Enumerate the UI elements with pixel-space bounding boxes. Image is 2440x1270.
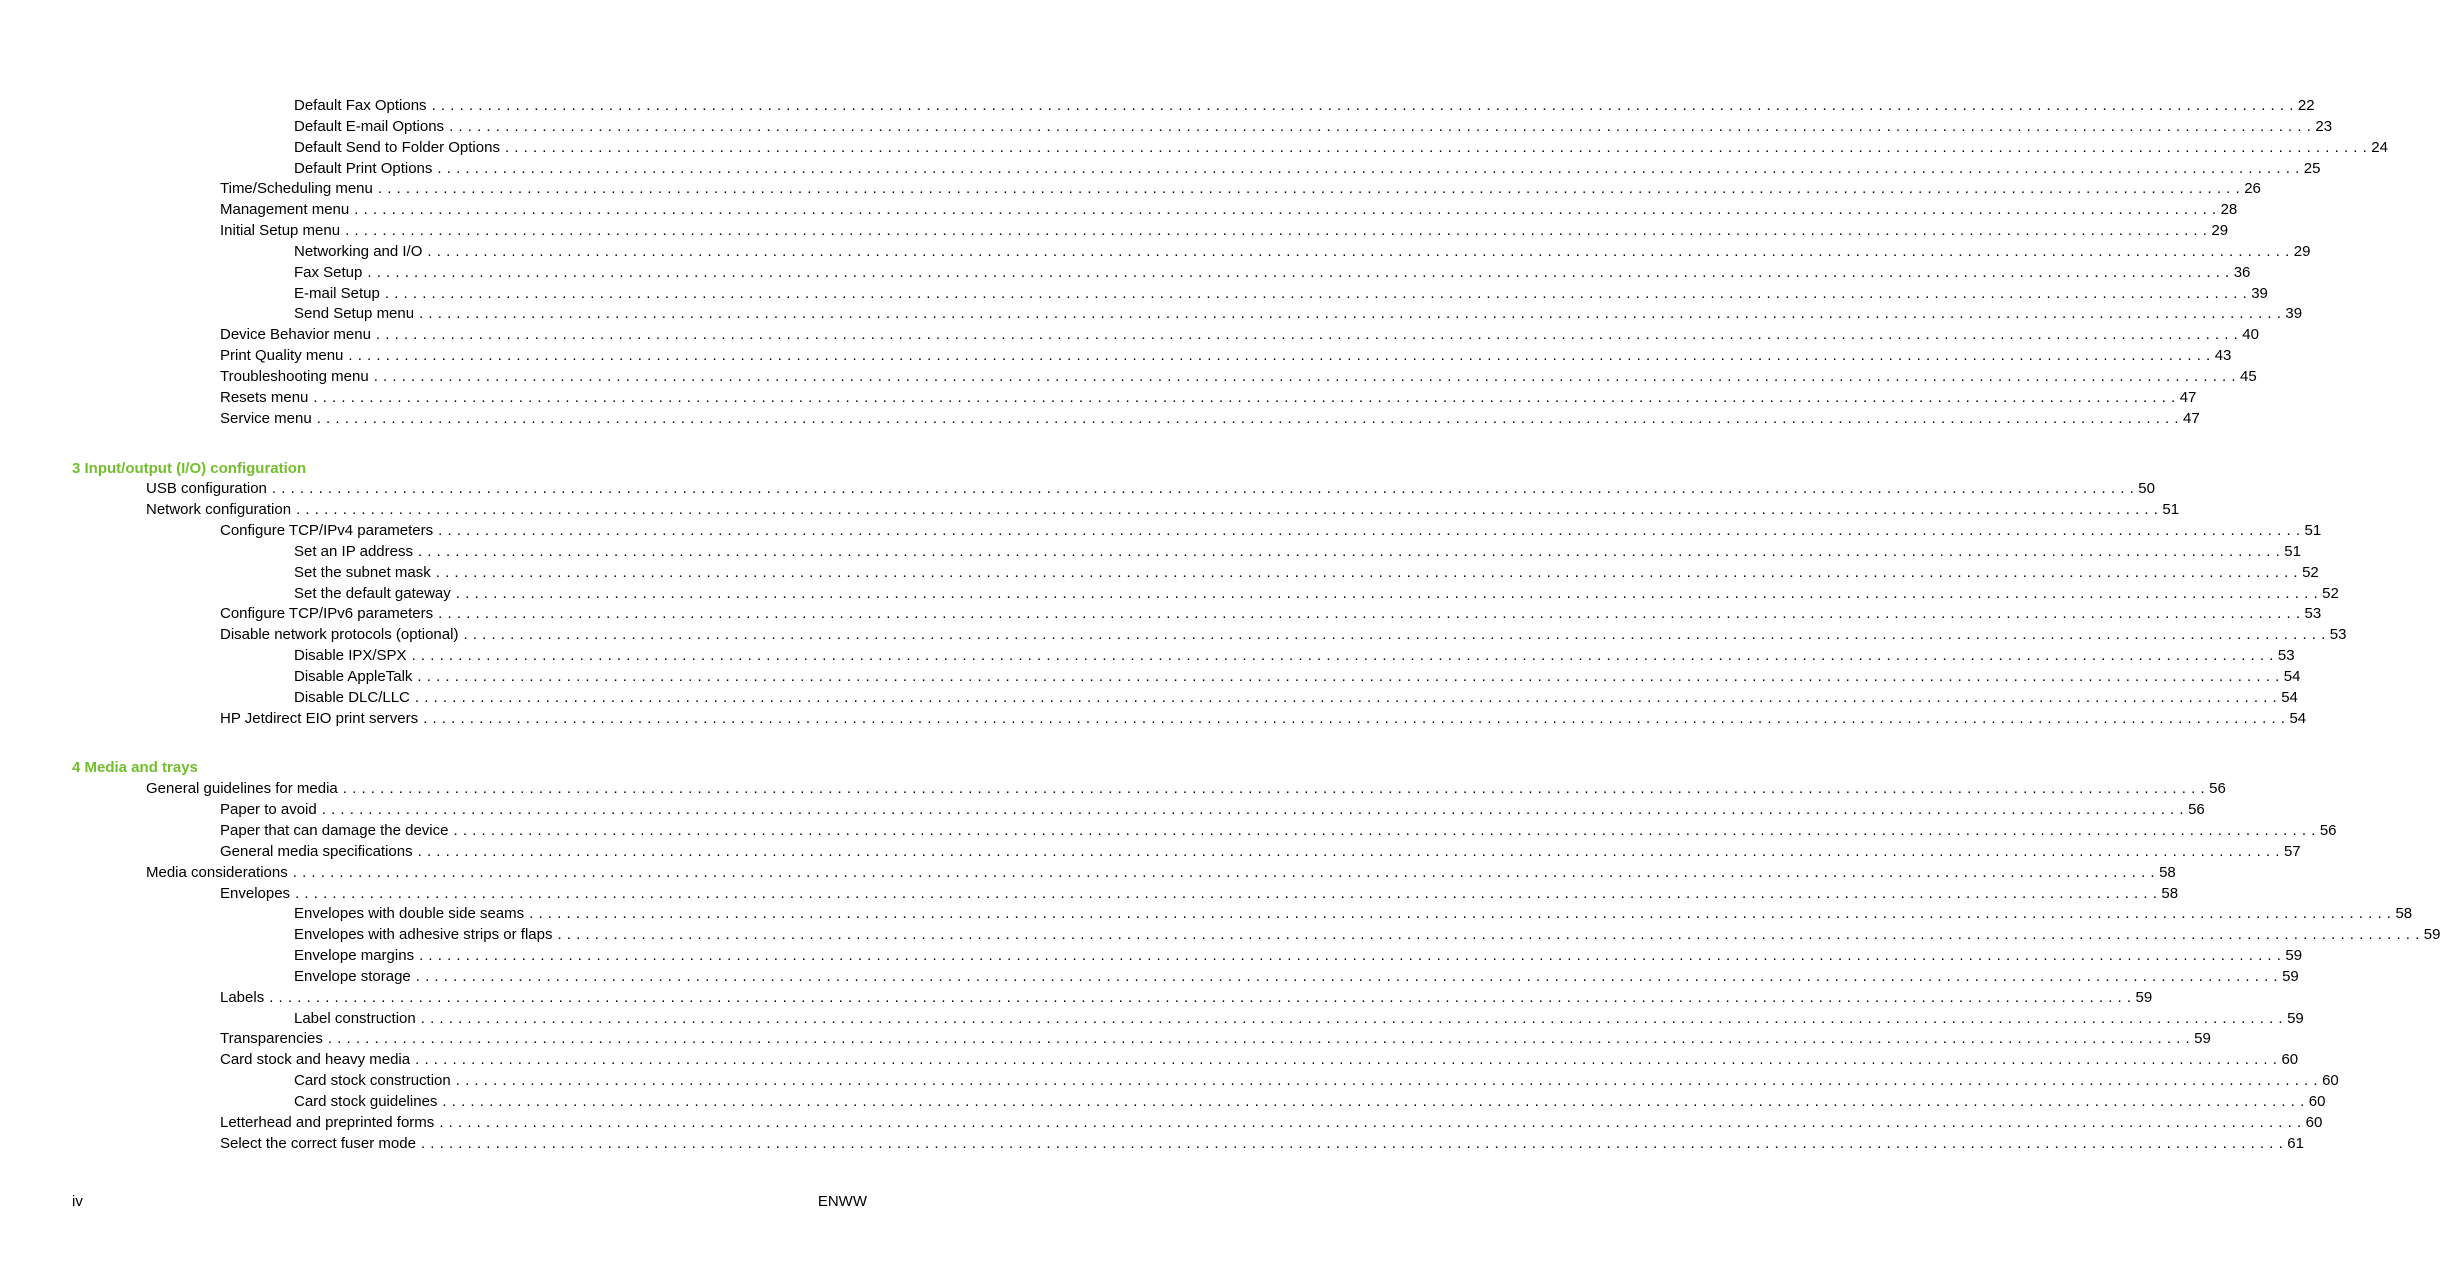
dot-leader: . . . . . . . . . . . . . . . . . . . . . . . . . . . . . . . . . . . . . . . . . . . . . . . . . . . . . . . . . . . . . . . . . . . . . . . . . . . . . . . . . . . . . . . . . . . . . . . . . . . . . . . . . . . . . . . . . . . . . . . . . . . . . . . . . . . . . . . . . . . . . . . . . . . . . . . . . . . . . . . . . . . . . . . . . . . . . . . . . . . . . . . . . . . . . . . . . . . . . . . .: [417, 842, 2280, 860]
toc-entry-page: 43: [2214, 347, 2232, 365]
toc-row: [0, 263, 2251, 284]
toc-entry-title: Card stock guidelines: [294, 1092, 442, 1113]
toc-entry-title: Default Send to Folder Options: [294, 138, 505, 159]
toc-row: [0, 542, 2301, 563]
toc-entry[interactable]: [294, 284, 2268, 305]
toc-entry-page: 28: [2220, 201, 2238, 219]
toc-entry-page: 50: [2138, 480, 2155, 498]
toc-entry[interactable]: [294, 138, 2388, 159]
toc-entry[interactable]: [220, 325, 2259, 346]
toc-entry[interactable]: [220, 604, 2322, 625]
toc-entry-title: Card stock construction: [294, 1071, 456, 1092]
dot-leader: . . . . . . . . . . . . . . . . . . . . . . . . . . . . . . . . . . . . . . . . . . . . . . . . . . . . . . . . . . . . . . . . . . . . . . . . . . . . . . . . . . . . . . . . . . . . . . . . . . . . . . . . . . . . . . . . . . . . . . . . . . . . . . . . . . . . . . . . . . . . . . . . . . . . . . . . . . . . . . . . . . . . . . . . . . . . . . . . . . . . . . . . . . . . . . . . . . . . . . . .: [269, 988, 2132, 1006]
toc-entry-page: 54: [2281, 688, 2298, 706]
toc-row: [0, 242, 2311, 263]
toc-entry-page: 54: [2289, 709, 2307, 727]
toc-entry-title: Card stock and heavy media: [220, 1050, 415, 1071]
toc-entry-title: Device Behavior menu: [220, 325, 376, 346]
dot-leader: . . . . . . . . . . . . . . . . . . . . . . . . . . . . . . . . . . . . . . . . . . . . . . . . . . . . . . . . . . . . . . . . . . . . . . . . . . . . . . . . . . . . . . . . . . . . . . . . . . . . . . . . . . . . . . . . . . . . . . . . . . . . . . . . . . . . . . . . . . . . . . . . . . . . . . . . . . . . . . . . . . . . . . . . . . . . . . . . . . . . . . . . . . . . . . . . . . . . . . . .: [529, 905, 2392, 923]
toc-entry-title: Networking and I/O: [294, 242, 427, 263]
toc-entry-title: Network configuration: [146, 500, 296, 521]
toc-entry-title: Envelope storage: [294, 967, 416, 988]
toc-entry[interactable]: [220, 988, 2153, 1009]
toc-entry[interactable]: [294, 304, 2303, 325]
toc-entry[interactable]: [146, 500, 2180, 521]
toc-entry[interactable]: [294, 967, 2299, 988]
dot-leader: . . . . . . . . . . . . . . . . . . . . . . . . . . . . . . . . . . . . . . . . . . . . . . . . . . . . . . . . . . . . . . . . . . . . . . . . . . . . . . . . . . . . . . . . . . . . . . . . . . . . . . . . . . . . . . . . . . . . . . . . . . . . . . . . . . . . . . . . . . . . . . . . . . . . . . . . . . . . . . . . . . . . . . . . . . . . . . . . . . . . . . . . . . . . . . . . . . . . . . . .: [414, 688, 2278, 706]
dot-leader: . . . . . . . . . . . . . . . . . . . . . . . . . . . . . . . . . . . . . . . . . . . . . . . . . . . . . . . . . . . . . . . . . . . . . . . . . . . . . . . . . . . . . . . . . . . . . . . . . . . . . . . . . . . . . . . . . . . . . . . . . . . . . . . . . . . . . . . . . . . . . . . . . . . . . . . . . . . . . . . . . . . . . . . . . . . . . . . . . . . . . . . . . . . . . . . . . . . . . . . .: [327, 1030, 2191, 1048]
toc-row: [0, 584, 2339, 605]
toc-row: [0, 479, 2155, 500]
toc-row: [0, 646, 2295, 667]
toc-entry-title: Envelopes with double side seams: [294, 904, 529, 925]
toc-entry[interactable]: [220, 884, 2179, 905]
toc-entry-title: General guidelines for media: [146, 779, 343, 800]
toc-row: [0, 1071, 2339, 1092]
table-of-contents: [0, 96, 2440, 1155]
toc-entry-title: Set the subnet mask: [294, 563, 436, 584]
dot-leader: . . . . . . . . . . . . . . . . . . . . . . . . . . . . . . . . . . . . . . . . . . . . . . . . . . . . . . . . . . . . . . . . . . . . . . . . . . . . . . . . . . . . . . . . . . . . . . . . . . . . . . . . . . . . . . . . . . . . . . . . . . . . . . . . . . . . . . . . . . . . . . . . . . . . . . . . . . . . . . . . . . . . . . . . . . . . . . . . . . . . . . . . . . . . . . . . . . . . . . . .: [377, 180, 2241, 198]
toc-entry-title: Disable IPX/SPX: [294, 646, 412, 667]
toc-entry[interactable]: [220, 200, 2238, 221]
toc-entry[interactable]: [220, 1029, 2211, 1050]
toc-entry-title: Disable AppleTalk: [294, 667, 417, 688]
toc-entry-page: 59: [2287, 1009, 2304, 1027]
dot-leader: . . . . . . . . . . . . . . . . . . . . . . . . . . . . . . . . . . . . . . . . . . . . . . . . . . . . . . . . . . . . . . . . . . . . . . . . . . . . . . . . . . . . . . . . . . . . . . . . . . . . . . . . . . . . . . . . . . . . . . . . . . . . . . . . . . . . . . . . . . . . . . . . . . . . . . . . . . . . . . . . . . . . . . . . . . . . . . . . . . . . . . . . . . . . . . . . . . . . . . . .: [420, 1009, 2284, 1027]
dot-leader: . . . . . . . . . . . . . . . . . . . . . . . . . . . . . . . . . . . . . . . . . . . . . . . . . . . . . . . . . . . . . . . . . . . . . . . . . . . . . . . . . . . . . . . . . . . . . . . . . . . . . . . . . . . . . . . . . . . . . . . . . . . . . . . . . . . . . . . . . . . . . . . . . . . . . . . . . . . . . . . . . . . . . . . . . . . . . . . . . . . . . . . . . . . . . . . . . . . . . . . .: [557, 926, 2420, 944]
toc-row: [0, 1050, 2299, 1071]
toc-entry[interactable]: [294, 1092, 2326, 1113]
toc-entry-page: 53: [2304, 605, 2322, 623]
toc-entry-title: Print Quality menu: [220, 346, 348, 367]
toc-row: [0, 521, 2322, 542]
toc-entry[interactable]: [294, 1071, 2339, 1092]
toc-entry-title: Initial Setup menu: [220, 221, 345, 242]
toc-entry-page: 59: [2282, 967, 2299, 985]
toc-entry[interactable]: [294, 688, 2298, 709]
toc-row: [0, 1113, 2323, 1134]
dot-leader: . . . . . . . . . . . . . . . . . . . . . . . . . . . . . . . . . . . . . . . . . . . . . . . . . . . . . . . . . . . . . . . . . . . . . . . . . . . . . . . . . . . . . . . . . . . . . . . . . . . . . . . . . . . . . . . . . . . . . . . . . . . . . . . . . . . . . . . . . . . . . . . . . . . . . . . . . . . . . . . . . . . . . . . . . . . . . . . . . . . . . . . . . . . . . . . . . . . . . . . .: [411, 647, 2274, 665]
toc-entry-title: Envelopes: [220, 884, 295, 905]
toc-row: [0, 842, 2301, 863]
toc-row: [0, 96, 2315, 117]
toc-entry[interactable]: [146, 779, 2226, 800]
dot-leader: . . . . . . . . . . . . . . . . . . . . . . . . . . . . . . . . . . . . . . . . . . . . . . . . . . . . . . . . . . . . . . . . . . . . . . . . . . . . . . . . . . . . . . . . . . . . . . . . . . . . . . . . . . . . . . . . . . . . . . . . . . . . . . . . . . . . . . . . . . . . . . . . . . . . . . . . . . . . . . . . . . . . . . . . . . . . . . . . . . . . . . . . . . . . . . . . . . . . . . . .: [295, 884, 2158, 902]
toc-entry-page: 26: [2244, 180, 2261, 198]
toc-row: [0, 284, 2268, 305]
toc-entry-title: Select the correct fuser mode: [220, 1134, 421, 1155]
toc-entry[interactable]: [220, 1050, 2299, 1071]
footer-page-number: iv: [72, 1193, 83, 1210]
toc-entry[interactable]: [294, 904, 2413, 925]
toc-row: [0, 967, 2299, 988]
toc-entry-title: USB configuration: [146, 479, 272, 500]
toc-entry-title: Envelopes with adhesive strips or flaps: [294, 925, 557, 946]
toc-entry-page: 40: [2242, 326, 2259, 344]
dot-leader: . . . . . . . . . . . . . . . . . . . . . . . . . . . . . . . . . . . . . . . . . . . . . . . . . . . . . . . . . . . . . . . . . . . . . . . . . . . . . . . . . . . . . . . . . . . . . . . . . . . . . . . . . . . . . . . . . . . . . . . . . . . . . . . . . . . . . . . . . . . . . . . . . . . . . . . . . . . . . . . . . . . . . . . . . . . . . . . . . . . . . . . . . . . . . . . . . . . . . . . .: [417, 667, 2280, 685]
dot-leader: . . . . . . . . . . . . . . . . . . . . . . . . . . . . . . . . . . . . . . . . . . . . . . . . . . . . . . . . . . . . . . . . . . . . . . . . . . . . . . . . . . . . . . . . . . . . . . . . . . . . . . . . . . . . . . . . . . . . . . . . . . . . . . . . . . . . . . . . . . . . . . . . . . . . . . . . . . . . . . . . . . . . . . . . . . . . . . . . . . . . . . . . . . . . . . . . . . . . . . . .: [296, 501, 2159, 519]
dot-leader: . . . . . . . . . . . . . . . . . . . . . . . . . . . . . . . . . . . . . . . . . . . . . . . . . . . . . . . . . . . . . . . . . . . . . . . . . . . . . . . . . . . . . . . . . . . . . . . . . . . . . . . . . . . . . . . . . . . . . . . . . . . . . . . . . . . . . . . . . . . . . . . . . . . . . . . . . . . . . . . . . . . . . . . . . . . . . . . . . . . . . . . . . . . . . . . . . . . . . . . .: [455, 1072, 2319, 1090]
toc-entry-title: Letterhead and preprinted forms: [220, 1113, 439, 1134]
toc-row: [0, 1009, 2304, 1030]
toc-row: [0, 925, 2440, 946]
chapter-heading[interactable]: [0, 758, 954, 779]
dot-leader: . . . . . . . . . . . . . . . . . . . . . . . . . . . . . . . . . . . . . . . . . . . . . . . . . . . . . . . . . . . . . . . . . . . . . . . . . . . . . . . . . . . . . . . . . . . . . . . . . . . . . . . . . . . . . . . . . . . . . . . . . . . . . . . . . . . . . . . . . . . . . . . . . . . . . . . . . . . . . . . . . . . . . . . . . . . . . . . . . . . . . . . . . . . . . . . . . . . . . . . .: [419, 305, 2282, 323]
toc-entry-page: 58: [2161, 884, 2179, 902]
toc-entry[interactable]: [294, 946, 2303, 967]
toc-entry-page: 56: [2209, 780, 2226, 798]
toc-entry-page: 25: [2303, 159, 2321, 177]
dot-leader: . . . . . . . . . . . . . . . . . . . . . . . . . . . . . . . . . . . . . . . . . . . . . . . . . . . . . . . . . . . . . . . . . . . . . . . . . . . . . . . . . . . . . . . . . . . . . . . . . . . . . . . . . . . . . . . . . . . . . . . . . . . . . . . . . . . . . . . . . . . . . . . . . . . . . . . . . . . . . . . . . . . . . . . . . . . . . . . . . . . . . . . . . . . . . . . . . . . . . . . .: [504, 138, 2368, 156]
dot-leader: . . . . . . . . . . . . . . . . . . . . . . . . . . . . . . . . . . . . . . . . . . . . . . . . . . . . . . . . . . . . . . . . . . . . . . . . . . . . . . . . . . . . . . . . . . . . . . . . . . . . . . . . . . . . . . . . . . . . . . . . . . . . . . . . . . . . . . . . . . . . . . . . . . . . . . . . . . . . . . . . . . . . . . . . . . . . . . . . . . . . . . . . . . . . . . . . . . . . . . . .: [342, 780, 2206, 798]
dot-leader: . . . . . . . . . . . . . . . . . . . . . . . . . . . . . . . . . . . . . . . . . . . . . . . . . . . . . . . . . . . . . . . . . . . . . . . . . . . . . . . . . . . . . . . . . . . . . . . . . . . . . . . . . . . . . . . . . . . . . . . . . . . . . . . . . . . . . . . . . . . . . . . . . . . . . . . . . . . . . . . . . . . . . . . . . . . . . . . . . . . . . . . . . . . . . . . . . . . . . . . .: [438, 522, 2301, 540]
toc-entry[interactable]: [220, 842, 2301, 863]
toc-row: [0, 667, 2301, 688]
toc-row: [0, 325, 2259, 346]
dot-leader: . . . . . . . . . . . . . . . . . . . . . . . . . . . . . . . . . . . . . . . . . . . . . . . . . . . . . . . . . . . . . . . . . . . . . . . . . . . . . . . . . . . . . . . . . . . . . . . . . . . . . . . . . . . . . . . . . . . . . . . . . . . . . . . . . . . . . . . . . . . . . . . . . . . . . . . . . . . . . . . . . . . . . . . . . . . . . . . . . . . . . . . . . . . . . . . . . . . . . . . .: [439, 1113, 2302, 1131]
toc-entry[interactable]: [294, 667, 2301, 688]
toc-entry-page: 53: [2277, 647, 2295, 665]
toc-entry[interactable]: [220, 346, 2232, 367]
dot-leader: . . . . . . . . . . . . . . . . . . . . . . . . . . . . . . . . . . . . . . . . . . . . . . . . . . . . . . . . . . . . . . . . . . . . . . . . . . . . . . . . . . . . . . . . . . . . . . . . . . . . . . . . . . . . . . . . . . . . . . . . . . . . . . . . . . . . . . . . . . . . . . . . . . . . . . . . . . . . . . . . . . . . . . . . . . . . . . . . . . . . . . . . . . . . . . . . . . . . . . . .: [321, 801, 2185, 819]
toc-row: [0, 179, 2261, 200]
dot-leader: . . . . . . . . . . . . . . . . . . . . . . . . . . . . . . . . . . . . . . . . . . . . . . . . . . . . . . . . . . . . . . . . . . . . . . . . . . . . . . . . . . . . . . . . . . . . . . . . . . . . . . . . . . . . . . . . . . . . . . . . . . . . . . . . . . . . . . . . . . . . . . . . . . . . . . . . . . . . . . . . . . . . . . . . . . . . . . . . . . . . . . . . . . . . . . . . . . . . . . . .: [420, 1134, 2284, 1152]
toc-entry-title: Disable network protocols (optional): [220, 625, 463, 646]
toc-entry-page: 52: [2302, 563, 2319, 581]
toc-entry-title: Envelope margins: [294, 946, 419, 967]
toc-row: [0, 604, 2322, 625]
toc-row: [0, 500, 2180, 521]
toc-entry-title: General media specifications: [220, 842, 418, 863]
toc-row: [0, 1134, 2304, 1155]
toc-entry[interactable]: [294, 159, 2321, 180]
dot-leader: . . . . . . . . . . . . . . . . . . . . . . . . . . . . . . . . . . . . . . . . . . . . . . . . . . . . . . . . . . . . . . . . . . . . . . . . . . . . . . . . . . . . . . . . . . . . . . . . . . . . . . . . . . . . . . . . . . . . . . . . . . . . . . . . . . . . . . . . . . . . . . . . . . . . . . . . . . . . . . . . . . . . . . . . . . . . . . . . . . . . . . . . . . . . . . . . . . . . . . . .: [292, 863, 2156, 881]
toc-entry[interactable]: [294, 117, 2333, 138]
toc-entry[interactable]: [294, 584, 2339, 605]
toc-row: [0, 159, 2321, 180]
dot-leader: . . . . . . . . . . . . . . . . . . . . . . . . . . . . . . . . . . . . . . . . . . . . . . . . . . . . . . . . . . . . . . . . . . . . . . . . . . . . . . . . . . . . . . . . . . . . . . . . . . . . . . . . . . . . . . . . . . . . . . . . . . . . . . . . . . . . . . . . . . . . . . . . . . . . . . . . . . . . . . . . . . . . . . . . . . . . . . . . . . . . . . . . . . . . . . . . . . . . . . . .: [415, 967, 2279, 985]
toc-entry-page: 61: [2287, 1134, 2304, 1152]
toc-entry-page: 47: [2179, 388, 2197, 406]
toc-entry-title: Troubleshooting menu: [220, 367, 374, 388]
toc-entry[interactable]: [220, 821, 2337, 842]
dot-leader: . . . . . . . . . . . . . . . . . . . . . . . . . . . . . . . . . . . . . . . . . . . . . . . . . . . . . . . . . . . . . . . . . . . . . . . . . . . . . . . . . . . . . . . . . . . . . . . . . . . . . . . . . . . . . . . . . . . . . . . . . . . . . . . . . . . . . . . . . . . . . . . . . . . . . . . . . . . . . . . . . . . . . . . . . . . . . . . . . . . . . . . . . . . . . . . . . . . . . . . .: [384, 284, 2248, 302]
toc-entry-title: Label construction: [294, 1009, 421, 1030]
toc-row: [0, 946, 2303, 967]
toc-entry-title: Configure TCP/IPv4 parameters: [220, 521, 438, 542]
dot-leader: . . . . . . . . . . . . . . . . . . . . . . . . . . . . . . . . . . . . . . . . . . . . . . . . . . . . . . . . . . . . . . . . . . . . . . . . . . . . . . . . . . . . . . . . . . . . . . . . . . . . . . . . . . . . . . . . . . . . . . . . . . . . . . . . . . . . . . . . . . . . . . . . . . . . . . . . . . . . . . . . . . . . . . . . . . . . . . . . . . . . . . . . . . . . . . . . . . . . . . . .: [442, 1092, 2305, 1110]
toc-row: [0, 688, 2298, 709]
toc-entry[interactable]: [294, 242, 2311, 263]
toc-entry-title: Media considerations: [146, 863, 293, 884]
toc-entry-page: 60: [2322, 1072, 2339, 1090]
toc-entry-page: 60: [2305, 1113, 2323, 1131]
toc-entry-title: Default Fax Options: [294, 96, 432, 117]
toc-entry-title: Time/Scheduling menu: [220, 179, 378, 200]
toc-entry-title: Paper to avoid: [220, 800, 322, 821]
toc-row: [0, 1092, 2326, 1113]
toc-entry[interactable]: [220, 409, 2200, 430]
toc-row: [0, 1029, 2211, 1050]
toc-row: [0, 863, 2176, 884]
dot-leader: . . . . . . . . . . . . . . . . . . . . . . . . . . . . . . . . . . . . . . . . . . . . . . . . . . . . . . . . . . . . . . . . . . . . . . . . . . . . . . . . . . . . . . . . . . . . . . . . . . . . . . . . . . . . . . . . . . . . . . . . . . . . . . . . . . . . . . . . . . . . . . . . . . . . . . . . . . . . . . . . . . . . . . . . . . . . . . . . . . . . . . . . . . . . . . . . . . . . . . . .: [449, 117, 2312, 135]
dot-leader: . . . . . . . . . . . . . . . . . . . . . . . . . . . . . . . . . . . . . . . . . . . . . . . . . . . . . . . . . . . . . . . . . . . . . . . . . . . . . . . . . . . . . . . . . . . . . . . . . . . . . . . . . . . . . . . . . . . . . . . . . . . . . . . . . . . . . . . . . . . . . . . . . . . . . . . . . . . . . . . . . . . . . . . . . . . . . . . . . . . . . . . . . . . . . . . . . . . . . . . .: [367, 263, 2230, 281]
toc-entry-page: 59: [2194, 1030, 2211, 1048]
toc-entry-title: Default Print Options: [294, 159, 437, 180]
toc-entry-page: 47: [2183, 409, 2200, 427]
toc-entry-page: 58: [2395, 905, 2413, 923]
toc-entry-title: Service menu: [220, 409, 317, 430]
toc-row: [0, 800, 2205, 821]
toc-entry-page: 58: [2159, 863, 2176, 881]
toc-entry[interactable]: [220, 221, 2229, 242]
toc-entry-page: 59: [2135, 988, 2153, 1006]
toc-entry-title: Configure TCP/IPv6 parameters: [220, 604, 438, 625]
toc-row: [0, 409, 2200, 430]
chapter-title: 3 Input/output (I/O) configuration: [72, 459, 307, 477]
toc-row: [0, 138, 2388, 159]
toc-entry[interactable]: [294, 96, 2315, 117]
dot-leader: . . . . . . . . . . . . . . . . . . . . . . . . . . . . . . . . . . . . . . . . . . . . . . . . . . . . . . . . . . . . . . . . . . . . . . . . . . . . . . . . . . . . . . . . . . . . . . . . . . . . . . . . . . . . . . . . . . . . . . . . . . . . . . . . . . . . . . . . . . . . . . . . . . . . . . . . . . . . . . . . . . . . . . . . . . . . . . . . . . . . . . . . . . . . . . . . . . . . . . . .: [373, 367, 2237, 385]
toc-entry-title: Disable DLC/LLC: [294, 688, 415, 709]
toc-entry-page: 29: [2211, 222, 2229, 240]
dot-leader: . . . . . . . . . . . . . . . . . . . . . . . . . . . . . . . . . . . . . . . . . . . . . . . . . . . . . . . . . . . . . . . . . . . . . . . . . . . . . . . . . . . . . . . . . . . . . . . . . . . . . . . . . . . . . . . . . . . . . . . . . . . . . . . . . . . . . . . . . . . . . . . . . . . . . . . . . . . . . . . . . . . . . . . . . . . . . . . . . . . . . . . . . . . . . . . . . . . . . . . .: [313, 388, 2176, 406]
toc-row: [0, 904, 2413, 925]
toc-entry-page: 22: [2297, 97, 2315, 114]
toc-entry-page: 51: [2162, 501, 2180, 519]
toc-entry[interactable]: [294, 542, 2301, 563]
toc-entry-title: Set the default gateway: [294, 584, 456, 605]
toc-entry-title: Resets menu: [220, 388, 313, 409]
dot-leader: . . . . . . . . . . . . . . . . . . . . . . . . . . . . . . . . . . . . . . . . . . . . . . . . . . . . . . . . . . . . . . . . . . . . . . . . . . . . . . . . . . . . . . . . . . . . . . . . . . . . . . . . . . . . . . . . . . . . . . . . . . . . . . . . . . . . . . . . . . . . . . . . . . . . . . . . . . . . . . . . . . . . . . . . . . . . . . . . . . . . . . . . . . . . . . . . . . . . . . . .: [354, 201, 2217, 219]
toc-entry-page: 54: [2283, 667, 2301, 685]
toc-entry-page: 29: [2293, 242, 2311, 260]
toc-row: [0, 200, 2238, 221]
dot-leader: . . . . . . . . . . . . . . . . . . . . . . . . . . . . . . . . . . . . . . . . . . . . . . . . . . . . . . . . . . . . . . . . . . . . . . . . . . . . . . . . . . . . . . . . . . . . . . . . . . . . . . . . . . . . . . . . . . . . . . . . . . . . . . . . . . . . . . . . . . . . . . . . . . . . . . . . . . . . . . . . . . . . . . . . . . . . . . . . . . . . . . . . . . . . . . . . . . . . . . . .: [417, 542, 2281, 560]
dot-leader: . . . . . . . . . . . . . . . . . . . . . . . . . . . . . . . . . . . . . . . . . . . . . . . . . . . . . . . . . . . . . . . . . . . . . . . . . . . . . . . . . . . . . . . . . . . . . . . . . . . . . . . . . . . . . . . . . . . . . . . . . . . . . . . . . . . . . . . . . . . . . . . . . . . . . . . . . . . . . . . . . . . . . . . . . . . . . . . . . . . . . . . . . . . . . . . . . . . . . . . .: [427, 242, 2290, 260]
toc-entry[interactable]: [220, 1113, 2323, 1134]
toc-row: [0, 221, 2229, 242]
toc-entry-page: 36: [2233, 263, 2251, 281]
toc-row: [0, 779, 2226, 800]
toc-row: [0, 304, 2303, 325]
chapter-title: 4 Media and trays: [72, 759, 198, 777]
dot-leader: . . . . . . . . . . . . . . . . . . . . . . . . . . . . . . . . . . . . . . . . . . . . . . . . . . . . . . . . . . . . . . . . . . . . . . . . . . . . . . . . . . . . . . . . . . . . . . . . . . . . . . . . . . . . . . . . . . . . . . . . . . . . . . . . . . . . . . . . . . . . . . . . . . . . . . . . . . . . . . . . . . . . . . . . . . . . . . . . . . . . . . . . . . . . . . . . . . . . . . . .: [438, 605, 2301, 623]
toc-row: [0, 563, 2319, 584]
dot-leader: . . . . . . . . . . . . . . . . . . . . . . . . . . . . . . . . . . . . . . . . . . . . . . . . . . . . . . . . . . . . . . . . . . . . . . . . . . . . . . . . . . . . . . . . . . . . . . . . . . . . . . . . . . . . . . . . . . . . . . . . . . . . . . . . . . . . . . . . . . . . . . . . . . . . . . . . . . . . . . . . . . . . . . . . . . . . . . . . . . . . . . . . . . . . . . . . . . . . . . . .: [463, 626, 2326, 644]
dot-leader: . . . . . . . . . . . . . . . . . . . . . . . . . . . . . . . . . . . . . . . . . . . . . . . . . . . . . . . . . . . . . . . . . . . . . . . . . . . . . . . . . . . . . . . . . . . . . . . . . . . . . . . . . . . . . . . . . . . . . . . . . . . . . . . . . . . . . . . . . . . . . . . . . . . . . . . . . . . . . . . . . . . . . . . . . . . . . . . . . . . . . . . . . . . . . . . . . . . . . . . .: [348, 347, 2211, 365]
dot-leader: . . . . . . . . . . . . . . . . . . . . . . . . . . . . . . . . . . . . . . . . . . . . . . . . . . . . . . . . . . . . . . . . . . . . . . . . . . . . . . . . . . . . . . . . . . . . . . . . . . . . . . . . . . . . . . . . . . . . . . . . . . . . . . . . . . . . . . . . . . . . . . . . . . . . . . . . . . . . . . . . . . . . . . . . . . . . . . . . . . . . . . . . . . . . . . . . . . . . . . . .: [375, 326, 2239, 344]
toc-entry[interactable]: [294, 646, 2295, 667]
toc-entry-page: 39: [2251, 284, 2268, 302]
footer-doc-code: ENWW: [817, 1193, 867, 1210]
dot-leader: . . . . . . . . . . . . . . . . . . . . . . . . . . . . . . . . . . . . . . . . . . . . . . . . . . . . . . . . . . . . . . . . . . . . . . . . . . . . . . . . . . . . . . . . . . . . . . . . . . . . . . . . . . . . . . . . . . . . . . . . . . . . . . . . . . . . . . . . . . . . . . . . . . . . . . . . . . . . . . . . . . . . . . . . . . . . . . . . . . . . . . . . . . . . . . . . . . . . . . . .: [415, 1051, 2278, 1069]
toc-entry[interactable]: [294, 1009, 2304, 1030]
toc-entry-title: Paper that can damage the device: [220, 821, 454, 842]
chapter-heading[interactable]: [0, 459, 954, 480]
toc-row: [0, 884, 2179, 905]
toc-entry-page: 51: [2304, 522, 2322, 540]
toc-entry[interactable]: [294, 563, 2319, 584]
toc-entry[interactable]: [220, 709, 2307, 730]
toc-row: [0, 388, 2197, 409]
toc-entry-title: Fax Setup: [294, 263, 367, 284]
toc-entry[interactable]: [220, 800, 2205, 821]
toc-entry-title: Labels: [220, 988, 269, 1009]
toc-entry-page: 56: [2188, 801, 2205, 819]
toc-entry[interactable]: [220, 388, 2197, 409]
toc-entry-title: Set an IP address: [294, 542, 418, 563]
toc-entry[interactable]: [220, 1134, 2304, 1155]
toc-row: [0, 117, 2333, 138]
toc-entry[interactable]: [294, 263, 2251, 284]
toc-entry-title: HP Jetdirect EIO print servers: [220, 709, 423, 730]
toc-entry-page: 53: [2329, 626, 2347, 644]
toc-row: [0, 625, 2347, 646]
toc-row: [0, 821, 2337, 842]
toc-entry[interactable]: [220, 521, 2322, 542]
dot-leader: . . . . . . . . . . . . . . . . . . . . . . . . . . . . . . . . . . . . . . . . . . . . . . . . . . . . . . . . . . . . . . . . . . . . . . . . . . . . . . . . . . . . . . . . . . . . . . . . . . . . . . . . . . . . . . . . . . . . . . . . . . . . . . . . . . . . . . . . . . . . . . . . . . . . . . . . . . . . . . . . . . . . . . . . . . . . . . . . . . . . . . . . . . . . . . . . . . . . . . . .: [437, 159, 2300, 177]
toc-entry-page: 56: [2319, 822, 2337, 839]
dot-leader: . . . . . . . . . . . . . . . . . . . . . . . . . . . . . . . . . . . . . . . . . . . . . . . . . . . . . . . . . . . . . . . . . . . . . . . . . . . . . . . . . . . . . . . . . . . . . . . . . . . . . . . . . . . . . . . . . . . . . . . . . . . . . . . . . . . . . . . . . . . . . . . . . . . . . . . . . . . . . . . . . . . . . . . . . . . . . . . . . . . . . . . . . . . . . . . . . . . . . . . .: [419, 947, 2282, 965]
toc-row: [0, 346, 2232, 367]
toc-entry-page: 57: [2283, 842, 2301, 860]
toc-entry-page: 59: [2423, 926, 2440, 944]
toc-entry-page: 51: [2284, 542, 2301, 560]
toc-entry-page: 59: [2285, 947, 2303, 965]
toc-row: [0, 988, 2153, 1009]
dot-leader: . . . . . . . . . . . . . . . . . . . . . . . . . . . . . . . . . . . . . . . . . . . . . . . . . . . . . . . . . . . . . . . . . . . . . . . . . . . . . . . . . . . . . . . . . . . . . . . . . . . . . . . . . . . . . . . . . . . . . . . . . . . . . . . . . . . . . . . . . . . . . . . . . . . . . . . . . . . . . . . . . . . . . . . . . . . . . . . . . . . . . . . . . . . . . . . . . . . . . . . .: [345, 222, 2208, 240]
toc-entry[interactable]: [146, 863, 2176, 884]
toc-entry-title: Management menu: [220, 200, 354, 221]
toc-entry-page: 39: [2285, 305, 2303, 323]
dot-leader: . . . . . . . . . . . . . . . . . . . . . . . . . . . . . . . . . . . . . . . . . . . . . . . . . . . . . . . . . . . . . . . . . . . . . . . . . . . . . . . . . . . . . . . . . . . . . . . . . . . . . . . . . . . . . . . . . . . . . . . . . . . . . . . . . . . . . . . . . . . . . . . . . . . . . . . . . . . . . . . . . . . . . . . . . . . . . . . . . . . . . . . . . . . . . . . . . . . . . . . .: [423, 709, 2286, 727]
dot-leader: . . . . . . . . . . . . . . . . . . . . . . . . . . . . . . . . . . . . . . . . . . . . . . . . . . . . . . . . . . . . . . . . . . . . . . . . . . . . . . . . . . . . . . . . . . . . . . . . . . . . . . . . . . . . . . . . . . . . . . . . . . . . . . . . . . . . . . . . . . . . . . . . . . . . . . . . . . . . . . . . . . . . . . . . . . . . . . . . . . . . . . . . . . . . . . . . . . . . . . . .: [316, 409, 2180, 427]
toc-row: [0, 709, 2307, 730]
toc-entry-page: 24: [2371, 138, 2388, 156]
toc-entry-page: 60: [2308, 1092, 2326, 1110]
toc-entry-title: Default E-mail Options: [294, 117, 449, 138]
toc-entry-title: Transparencies: [220, 1029, 328, 1050]
dot-leader: . . . . . . . . . . . . . . . . . . . . . . . . . . . . . . . . . . . . . . . . . . . . . . . . . . . . . . . . . . . . . . . . . . . . . . . . . . . . . . . . . . . . . . . . . . . . . . . . . . . . . . . . . . . . . . . . . . . . . . . . . . . . . . . . . . . . . . . . . . . . . . . . . . . . . . . . . . . . . . . . . . . . . . . . . . . . . . . . . . . . . . . . . . . . . . . . . . . . . . . .: [455, 584, 2319, 602]
toc-entry-page: 45: [2240, 367, 2257, 385]
toc-entry[interactable]: [220, 625, 2347, 646]
dot-leader: . . . . . . . . . . . . . . . . . . . . . . . . . . . . . . . . . . . . . . . . . . . . . . . . . . . . . . . . . . . . . . . . . . . . . . . . . . . . . . . . . . . . . . . . . . . . . . . . . . . . . . . . . . . . . . . . . . . . . . . . . . . . . . . . . . . . . . . . . . . . . . . . . . . . . . . . . . . . . . . . . . . . . . . . . . . . . . . . . . . . . . . . . . . . . . . . . . . . . . . .: [435, 563, 2299, 581]
toc-row: [0, 367, 2257, 388]
dot-leader: . . . . . . . . . . . . . . . . . . . . . . . . . . . . . . . . . . . . . . . . . . . . . . . . . . . . . . . . . . . . . . . . . . . . . . . . . . . . . . . . . . . . . . . . . . . . . . . . . . . . . . . . . . . . . . . . . . . . . . . . . . . . . . . . . . . . . . . . . . . . . . . . . . . . . . . . . . . . . . . . . . . . . . . . . . . . . . . . . . . . . . . . . . . . . . . . . . . . . . . .: [431, 97, 2294, 114]
toc-entry-title: Send Setup menu: [294, 304, 419, 325]
dot-leader: . . . . . . . . . . . . . . . . . . . . . . . . . . . . . . . . . . . . . . . . . . . . . . . . . . . . . . . . . . . . . . . . . . . . . . . . . . . . . . . . . . . . . . . . . . . . . . . . . . . . . . . . . . . . . . . . . . . . . . . . . . . . . . . . . . . . . . . . . . . . . . . . . . . . . . . . . . . . . . . . . . . . . . . . . . . . . . . . . . . . . . . . . . . . . . . . . . . . . . . .: [271, 480, 2135, 498]
toc-entry[interactable]: [294, 925, 2440, 946]
dot-leader: . . . . . . . . . . . . . . . . . . . . . . . . . . . . . . . . . . . . . . . . . . . . . . . . . . . . . . . . . . . . . . . . . . . . . . . . . . . . . . . . . . . . . . . . . . . . . . . . . . . . . . . . . . . . . . . . . . . . . . . . . . . . . . . . . . . . . . . . . . . . . . . . . . . . . . . . . . . . . . . . . . . . . . . . . . . . . . . . . . . . . . . . . . . . . . . . . . . . . . . .: [453, 822, 2316, 839]
toc-entry[interactable]: [146, 479, 2155, 500]
toc-entry-title: E-mail Setup: [294, 284, 385, 305]
toc-entry-page: 60: [2281, 1051, 2299, 1069]
toc-entry[interactable]: [220, 367, 2257, 388]
toc-entry[interactable]: [220, 179, 2261, 200]
toc-entry-page: 23: [2315, 117, 2333, 135]
toc-entry-page: 52: [2322, 584, 2339, 602]
